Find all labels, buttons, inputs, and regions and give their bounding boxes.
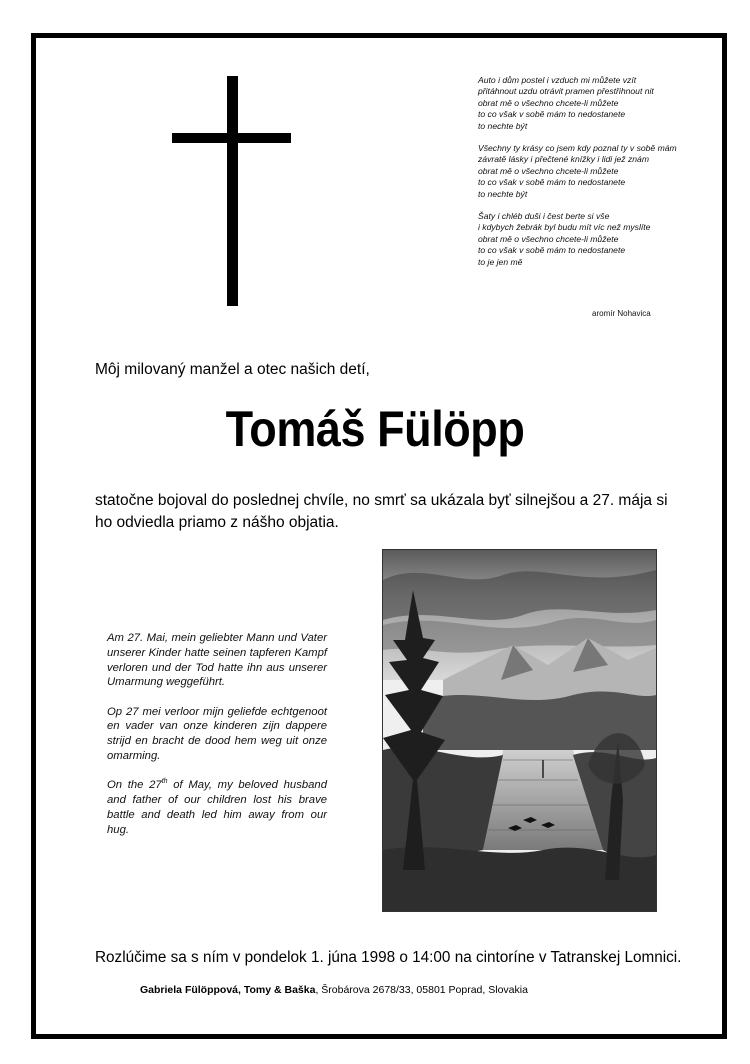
poem-line: to je jen mě: [478, 256, 523, 267]
poem-line: obrat mě o všechno chcete-li můžete: [478, 165, 619, 176]
sender-line: [140, 984, 528, 996]
poem-line: to nechte být: [478, 188, 528, 199]
poem: [478, 75, 710, 279]
poem-line: závratě lásky i přečtené knížky i lidi jež znám: [478, 154, 649, 165]
poem-line: obrat mě o všechno chcete-li můžete: [478, 233, 619, 244]
poem-line: i kdybych žebrák byl budu mít víc než myslíte: [478, 222, 651, 233]
funeral-announcement: Rozlúčime sa s ním v pondelok 1. júna 1998 o 14:00 na cintoríne v Tatranskej Lomnici.: [95, 949, 682, 966]
translation-german: Am 27. Mai, mein geliebter Mann und Vater unserer Kinder hatte seinen tapferen Kampf verloren und der Tod hatte ihn aus unserer Umarmung weggeführt.: [107, 632, 327, 689]
poem-line: to co však v sobě mám to nedostanete: [478, 177, 626, 188]
poem-line: to nechte být: [478, 120, 528, 131]
intro-line: Môj milovaný manžel a otec našich detí,: [95, 361, 370, 378]
sender-address: , Šrobárova 2678/33, 05801 Poprad, Slovakia: [315, 984, 528, 996]
translation-english-sup: th: [161, 778, 168, 786]
translation-english-rest: of May, my beloved husband and father of our children lost his brave battle and death led him away from our hug.: [107, 779, 327, 836]
poem-line: obrat mě o všechno chcete-li můžete: [478, 97, 619, 108]
poem-line: to co však v sobě mám to nedostanete: [478, 245, 626, 256]
translation-english-prefix: On the 27: [107, 779, 162, 792]
landscape-drawing: [382, 549, 657, 912]
poem-line: Všechny ty krásy co jsem kdy poznal ty v sobě mám: [478, 143, 677, 154]
translations: [107, 631, 327, 852]
translation-english: [107, 778, 327, 837]
deceased-name: Tomáš Fülöpp: [225, 401, 525, 457]
poem-stanza: [478, 75, 710, 132]
poem-stanza: [478, 143, 710, 200]
poem-line: Auto i dům postel i vzduch mi můžete vzít: [478, 75, 637, 85]
poem-line: Šaty i chléb duši i čest berte si vše: [478, 211, 610, 222]
poem-author: aromír Nohavica: [592, 309, 651, 318]
translation-dutch: Op 27 mei verloor mijn geliefde echtgenoot en vader van onze kinderen zijn dappere strijd en bracht de dood hem weg uit onze omarming.: [107, 705, 327, 763]
death-statement: statočne bojoval do poslednej chvíle, no smrť sa ukázala byť silnejšou a 27. mája si ho odviedla priamo z nášho objatia.: [95, 492, 668, 531]
poem-line: to co však v sobě mám to nedostanete: [478, 109, 626, 120]
poem-stanza: [478, 211, 710, 268]
poem-line: přitáhnout uzdu otrávit pramen přestřihnout nit: [478, 86, 654, 97]
sender-names: Gabriela Fülöppová, Tomy & Baška: [140, 984, 316, 996]
